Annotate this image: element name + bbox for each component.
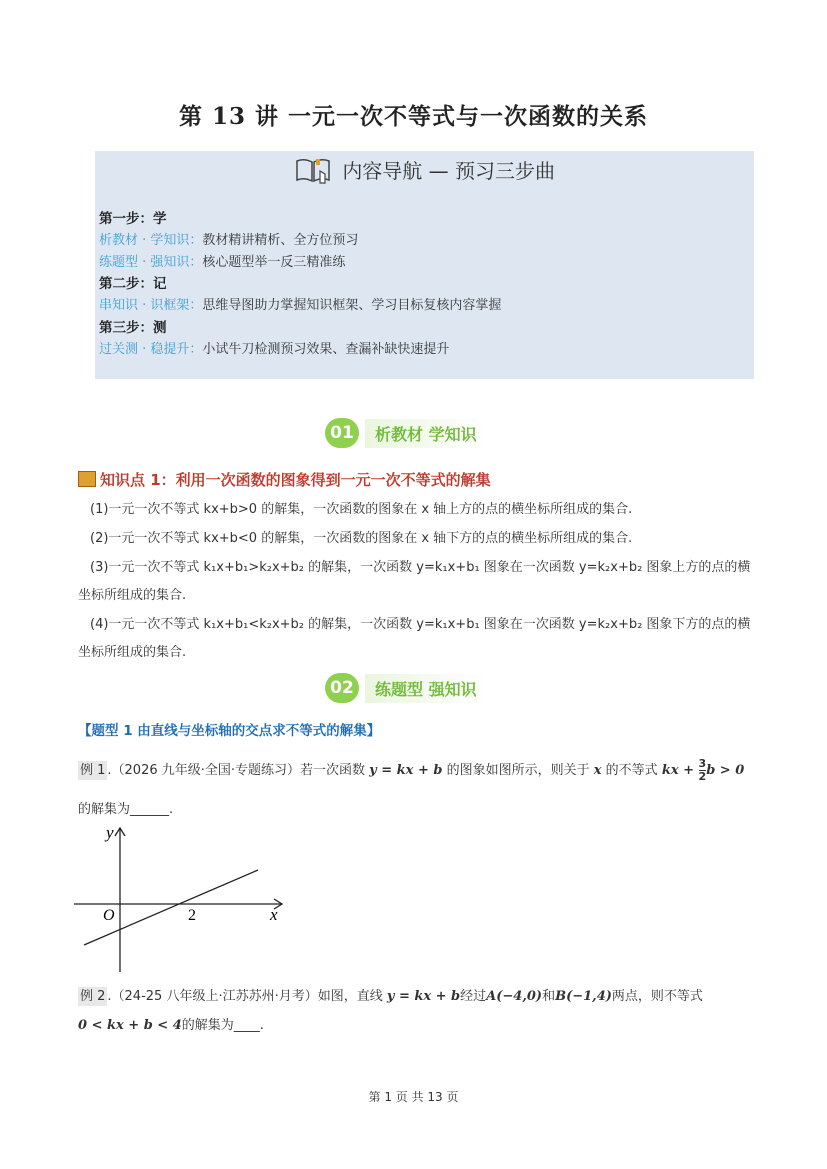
fraction-numerator: 3 — [698, 757, 707, 770]
example-1-ineq-left: kx + — [661, 763, 699, 778]
knowledge-point-heading — [78, 469, 491, 490]
example-1-line-1 — [78, 758, 744, 783]
knowledge-point-text: 知识点 1：利用一次函数的图象得到一元一次不等式的解集 — [100, 471, 491, 489]
page-footer: 第 1 页 共 13 页 — [368, 1090, 459, 1104]
example-1-source: .（2026 九年级·全国·专题练习）若一次函数 — [107, 763, 366, 778]
step-1: 第一步：学 — [99, 211, 167, 227]
origin-label: O — [103, 907, 115, 924]
section-1-badge — [325, 418, 487, 448]
nav-line-1-text: 教材精讲精析、全方位预习 — [202, 233, 359, 248]
topic-1-heading: 【题型 1 由直线与坐标轴的交点求不等式的解集】 — [78, 723, 381, 739]
book-icon — [294, 155, 332, 190]
section-1-label: 析教材 学知识 — [365, 419, 487, 448]
example-2-text-c: 和 — [542, 989, 556, 1004]
nav-line-4 — [99, 338, 449, 357]
example-2-line-2 — [78, 1014, 264, 1033]
example-1-graph — [72, 822, 292, 974]
knowledge-p2: (2)一元一次不等式 kx+b<0 的解集，一次函数的图象在 x 轴下方的点的横坐标所组成的集合. — [90, 531, 633, 546]
knowledge-p4a: (4)一元一次不等式 k₁x+b₁<k₂x+b₂ 的解集，一次函数 y=k₁x+b₁ 图象在一次函数 y=k₂x+b₂ 图象下方的点的横 — [90, 617, 751, 632]
section-2-label: 练题型 强知识 — [365, 674, 487, 703]
notebook-icon — [78, 471, 96, 487]
step-3: 第三步：测 — [99, 320, 167, 336]
tick-2-label: 2 — [188, 907, 196, 924]
step-2: 第二步：记 — [99, 276, 167, 292]
example-2-text-d: 两点，则不等式 — [611, 989, 703, 1004]
nav-line-1 — [99, 229, 358, 248]
knowledge-p4b: 坐标所组成的集合. — [78, 645, 187, 660]
example-1-text-b: 的图象如图所示，则关于 — [446, 763, 590, 778]
example-2-source: .（24-25 八年级上·江苏苏州·月考）如图，直线 — [107, 989, 383, 1004]
example-1-variable: x — [593, 763, 602, 778]
example-2-tail: 的解集为____. — [181, 1018, 264, 1033]
nav-line-4-text: 小试牛刀检测预习效果、查漏补缺快速提升 — [202, 342, 450, 357]
x-axis-label: x — [270, 905, 278, 924]
point-a: A(−4,0) — [486, 989, 543, 1004]
fraction-denominator: 2 — [698, 770, 707, 783]
nav-line-3 — [99, 294, 501, 313]
nav-line-4-key: 过关测 · 稳提升： — [99, 342, 203, 357]
example-1-ineq-right: b > 0 — [706, 763, 745, 778]
example-1-function: y = kx + b — [369, 763, 443, 778]
nav-line-2-key: 练题型 · 强知识： — [99, 255, 203, 270]
example-2-line-1 — [78, 985, 703, 1004]
example-1-line-2: 的解集为______. — [78, 802, 174, 817]
example-2-label: 例 2 — [80, 989, 106, 1004]
point-b: B(−1,4) — [555, 989, 612, 1004]
example-1-label: 例 1 — [80, 763, 106, 778]
section-2-number: 02 — [325, 673, 359, 703]
example-1-text-c: 的不等式 — [605, 763, 658, 778]
y-axis-label: y — [106, 823, 114, 842]
section-1-number: 01 — [325, 418, 359, 448]
knowledge-p3b: 坐标所组成的集合. — [78, 588, 187, 603]
nav-line-1-key: 析教材 · 学知识： — [99, 233, 203, 248]
nav-heading-text: 内容导航 — 预习三步曲 — [342, 159, 556, 183]
content-nav-box — [95, 151, 754, 379]
nav-line-3-text: 思维导图助力掌握知识框架、学习目标复核内容掌握 — [202, 298, 502, 313]
nav-line-2-text: 核心题型举一反三精准练 — [202, 255, 346, 270]
nav-line-3-key: 串知识 · 识框架： — [99, 298, 203, 313]
example-2-function: y = kx + b — [386, 989, 461, 1004]
nav-line-2 — [99, 251, 345, 270]
section-2-badge — [325, 673, 487, 703]
example-2-text-b: 经过 — [460, 989, 487, 1004]
example-2-inequality: 0 < kx + b < 4 — [78, 1018, 182, 1033]
page-title: 第 13 讲 一元一次不等式与一次函数的关系 — [178, 103, 649, 130]
knowledge-p3a: (3)一元一次不等式 k₁x+b₁>k₂x+b₂ 的解集，一次函数 y=k₁x+b₁ 图象在一次函数 y=k₂x+b₂ 图象上方的点的横 — [90, 560, 751, 575]
nav-heading — [95, 155, 754, 190]
knowledge-p1: (1)一元一次不等式 kx+b>0 的解集，一次函数的图象在 x 轴上方的点的横坐标所组成的集合. — [90, 502, 633, 517]
